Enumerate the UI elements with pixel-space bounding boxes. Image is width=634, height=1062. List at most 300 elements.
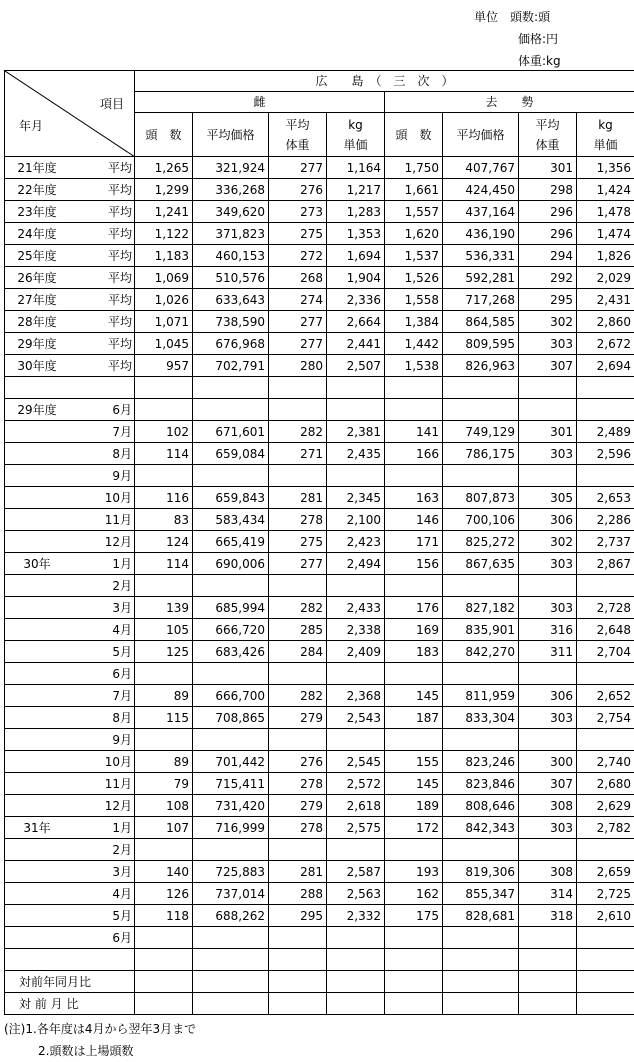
table-row — [5, 619, 634, 641]
row-label — [5, 817, 135, 839]
table-cell: 271 — [269, 443, 327, 465]
table-cell: 2,286 — [577, 509, 634, 531]
row-label — [5, 355, 135, 377]
table-cell: 827,182 — [443, 597, 519, 619]
row-year: 27年度 — [8, 291, 66, 309]
table-cell: 175 — [385, 905, 443, 927]
column-header: kg 単価 — [577, 113, 634, 157]
table-cell: 278 — [269, 773, 327, 795]
table-cell: 307 — [519, 773, 577, 795]
table-row — [5, 707, 634, 729]
table-cell: 282 — [269, 597, 327, 619]
table-cell: 306 — [519, 685, 577, 707]
table-row — [5, 377, 634, 399]
table-cell: 808,646 — [443, 795, 519, 817]
table-cell: 295 — [269, 905, 327, 927]
row-year: 26年度 — [8, 269, 66, 287]
table-cell — [577, 949, 634, 971]
table-cell: 2,545 — [327, 751, 385, 773]
table-cell: 1,164 — [327, 157, 385, 179]
table-cell: 272 — [269, 245, 327, 267]
table-cell: 1,478 — [577, 201, 634, 223]
table-cell — [269, 465, 327, 487]
row-label — [5, 949, 135, 971]
table-cell: 437,164 — [443, 201, 519, 223]
table-cell — [135, 949, 193, 971]
table-cell: 737,014 — [193, 883, 269, 905]
row-label — [5, 663, 135, 685]
table-row — [5, 553, 634, 575]
row-month: 1月 — [66, 555, 132, 573]
table-cell — [577, 575, 634, 597]
row-label — [5, 553, 135, 575]
row-month: 6月 — [66, 401, 132, 419]
table-cell: 749,129 — [443, 421, 519, 443]
table-cell: 2,563 — [327, 883, 385, 905]
table-cell: 193 — [385, 861, 443, 883]
table-cell: 666,720 — [193, 619, 269, 641]
table-cell — [443, 663, 519, 685]
row-label — [5, 927, 135, 949]
table-cell: 842,270 — [443, 641, 519, 663]
table-cell — [269, 971, 327, 993]
row-label — [5, 201, 135, 223]
table-cell: 1,557 — [385, 201, 443, 223]
row-label — [5, 465, 135, 487]
table-cell: 89 — [135, 685, 193, 707]
table-cell: 2,572 — [327, 773, 385, 795]
table-cell: 460,153 — [193, 245, 269, 267]
table-cell: 2,409 — [327, 641, 385, 663]
row-label — [5, 905, 135, 927]
table-cell: 311 — [519, 641, 577, 663]
table-cell — [519, 993, 577, 1015]
table-cell: 321,924 — [193, 157, 269, 179]
table-cell — [327, 839, 385, 861]
table-cell — [327, 575, 385, 597]
table-cell: 163 — [385, 487, 443, 509]
table-cell: 690,006 — [193, 553, 269, 575]
table-cell — [269, 839, 327, 861]
table-cell: 306 — [519, 509, 577, 531]
table-cell: 302 — [519, 311, 577, 333]
table-cell: 2,587 — [327, 861, 385, 883]
table-cell — [135, 575, 193, 597]
table-cell: 2,575 — [327, 817, 385, 839]
table-cell: 183 — [385, 641, 443, 663]
footer-row — [5, 993, 634, 1015]
row-year: 24年度 — [8, 225, 66, 243]
table-cell — [443, 729, 519, 751]
table-row — [5, 465, 634, 487]
row-month: 8月 — [66, 709, 132, 727]
row-month: 3月 — [66, 863, 132, 881]
table-cell — [135, 399, 193, 421]
table-row — [5, 333, 634, 355]
table-row — [5, 883, 634, 905]
row-label — [5, 179, 135, 201]
table-cell — [443, 465, 519, 487]
row-year: 28年度 — [8, 313, 66, 331]
column-header: kg 単価 — [327, 113, 385, 157]
table-cell: 825,272 — [443, 531, 519, 553]
table-cell: 1,537 — [385, 245, 443, 267]
table-cell: 277 — [269, 333, 327, 355]
table-cell: 301 — [519, 421, 577, 443]
note-line: 2.頭数は上場頭数 — [4, 1040, 196, 1062]
table-cell: 1,353 — [327, 223, 385, 245]
table-cell: 1,424 — [577, 179, 634, 201]
table-cell: 1,750 — [385, 157, 443, 179]
row-label — [5, 267, 135, 289]
table-cell — [385, 465, 443, 487]
table-cell — [193, 927, 269, 949]
table-row — [5, 861, 634, 883]
table-cell: 2,610 — [577, 905, 634, 927]
table-cell: 2,332 — [327, 905, 385, 927]
table-cell: 276 — [269, 179, 327, 201]
table-cell: 162 — [385, 883, 443, 905]
table-cell: 102 — [135, 421, 193, 443]
table-cell — [519, 971, 577, 993]
table-cell: 89 — [135, 751, 193, 773]
table-row — [5, 817, 634, 839]
table-cell: 303 — [519, 597, 577, 619]
table-cell: 303 — [519, 817, 577, 839]
table-row — [5, 641, 634, 663]
table-cell: 371,823 — [193, 223, 269, 245]
table-cell: 666,700 — [193, 685, 269, 707]
table-cell: 303 — [519, 553, 577, 575]
row-month: 2月 — [66, 577, 132, 595]
table-cell — [135, 729, 193, 751]
row-year: 29年度 — [8, 335, 66, 353]
row-month: 平均 — [66, 225, 132, 243]
price-table — [4, 70, 634, 1015]
table-row — [5, 201, 634, 223]
table-cell — [135, 971, 193, 993]
table-cell: 1,265 — [135, 157, 193, 179]
table-cell: 676,968 — [193, 333, 269, 355]
row-label — [5, 289, 135, 311]
table-cell: 665,419 — [193, 531, 269, 553]
row-month: 1月 — [66, 819, 132, 837]
table-cell — [327, 927, 385, 949]
column-header: 平均 体重 — [269, 113, 327, 157]
row-month: 7月 — [66, 423, 132, 441]
table-cell — [327, 377, 385, 399]
table-cell: 424,450 — [443, 179, 519, 201]
table-cell — [269, 949, 327, 971]
table-cell: 145 — [385, 773, 443, 795]
table-cell: 268 — [269, 267, 327, 289]
table-cell — [193, 839, 269, 861]
table-cell: 659,084 — [193, 443, 269, 465]
table-cell: 2,728 — [577, 597, 634, 619]
table-cell: 155 — [385, 751, 443, 773]
row-month: 7月 — [66, 687, 132, 705]
table-cell: 281 — [269, 861, 327, 883]
row-year: 23年度 — [8, 203, 66, 221]
table-cell — [519, 377, 577, 399]
table-cell: 2,618 — [327, 795, 385, 817]
table-cell: 536,331 — [443, 245, 519, 267]
table-row — [5, 949, 634, 971]
table-row — [5, 685, 634, 707]
table-cell: 2,704 — [577, 641, 634, 663]
table-cell — [577, 993, 634, 1015]
table-row — [5, 223, 634, 245]
table-cell — [519, 949, 577, 971]
row-month: 平均 — [66, 357, 132, 375]
table-cell — [385, 663, 443, 685]
table-cell: 833,304 — [443, 707, 519, 729]
table-cell — [135, 663, 193, 685]
table-cell: 2,782 — [577, 817, 634, 839]
table-cell — [327, 993, 385, 1015]
table-cell: 855,347 — [443, 883, 519, 905]
table-cell: 1,241 — [135, 201, 193, 223]
table-cell — [519, 663, 577, 685]
table-cell: 510,576 — [193, 267, 269, 289]
table-cell: 2,740 — [577, 751, 634, 773]
table-cell: 659,843 — [193, 487, 269, 509]
row-label — [5, 597, 135, 619]
table-cell: 275 — [269, 223, 327, 245]
table-cell — [135, 377, 193, 399]
row-month: 5月 — [66, 907, 132, 925]
table-cell: 146 — [385, 509, 443, 531]
header-corner — [5, 71, 135, 157]
row-label — [5, 399, 135, 421]
table-cell — [193, 993, 269, 1015]
row-month: 平均 — [66, 247, 132, 265]
table-cell: 276 — [269, 751, 327, 773]
table-cell: 835,901 — [443, 619, 519, 641]
column-header: 頭 数 — [385, 113, 443, 157]
table-cell: 1,026 — [135, 289, 193, 311]
row-month: 平均 — [66, 181, 132, 199]
table-cell: 823,846 — [443, 773, 519, 795]
table-cell: 303 — [519, 333, 577, 355]
table-cell — [327, 949, 385, 971]
table-cell: 436,190 — [443, 223, 519, 245]
row-label — [5, 729, 135, 751]
table-cell: 2,694 — [577, 355, 634, 377]
row-month: 6月 — [66, 929, 132, 947]
table-cell: 2,725 — [577, 883, 634, 905]
units-title: 単位 — [474, 10, 498, 24]
table-cell: 187 — [385, 707, 443, 729]
table-cell: 1,620 — [385, 223, 443, 245]
row-label — [5, 839, 135, 861]
table-cell: 274 — [269, 289, 327, 311]
row-month: 4月 — [66, 885, 132, 903]
row-month: 5月 — [66, 643, 132, 661]
notes — [4, 1018, 196, 1062]
table-cell — [193, 949, 269, 971]
table-cell — [385, 971, 443, 993]
table-cell: 105 — [135, 619, 193, 641]
table-cell: 1,069 — [135, 267, 193, 289]
table-cell — [577, 927, 634, 949]
table-cell: 2,659 — [577, 861, 634, 883]
table-cell: 1,356 — [577, 157, 634, 179]
table-cell: 318 — [519, 905, 577, 927]
table-cell: 2,368 — [327, 685, 385, 707]
table-cell — [193, 729, 269, 751]
table-cell: 688,262 — [193, 905, 269, 927]
row-year: 29年度 — [8, 401, 66, 419]
table-cell: 1,183 — [135, 245, 193, 267]
table-cell: 2,737 — [577, 531, 634, 553]
table-cell: 708,865 — [193, 707, 269, 729]
table-cell — [327, 729, 385, 751]
table-cell — [385, 993, 443, 1015]
table-cell: 2,648 — [577, 619, 634, 641]
row-month: 12月 — [66, 797, 132, 815]
table-cell: 407,767 — [443, 157, 519, 179]
table-cell — [443, 377, 519, 399]
table-cell — [193, 575, 269, 597]
table-cell — [269, 575, 327, 597]
table-cell: 633,643 — [193, 289, 269, 311]
column-header: 平均 体重 — [519, 113, 577, 157]
table-cell: 316 — [519, 619, 577, 641]
table-cell — [327, 663, 385, 685]
table-row — [5, 443, 634, 465]
table-cell: 2,543 — [327, 707, 385, 729]
table-row — [5, 575, 634, 597]
table-cell: 807,873 — [443, 487, 519, 509]
table-cell: 867,635 — [443, 553, 519, 575]
row-month: 平均 — [66, 269, 132, 287]
table-cell: 349,620 — [193, 201, 269, 223]
row-label — [5, 773, 135, 795]
table-cell: 583,434 — [193, 509, 269, 531]
table-cell: 1,904 — [327, 267, 385, 289]
item-label: 項目 — [100, 95, 124, 113]
diagonal-line — [5, 71, 135, 157]
table-cell — [443, 971, 519, 993]
table-cell: 145 — [385, 685, 443, 707]
table-row — [5, 245, 634, 267]
table-row — [5, 179, 634, 201]
table-row — [5, 509, 634, 531]
table-cell: 172 — [385, 817, 443, 839]
table-cell — [443, 839, 519, 861]
table-cell: 279 — [269, 795, 327, 817]
table-cell: 277 — [269, 157, 327, 179]
table-cell: 284 — [269, 641, 327, 663]
table-cell — [193, 971, 269, 993]
table-cell: 308 — [519, 861, 577, 883]
row-year: 31年 — [8, 819, 66, 837]
row-label — [5, 751, 135, 773]
table-cell: 715,411 — [193, 773, 269, 795]
row-month: 9月 — [66, 467, 132, 485]
table-cell — [519, 839, 577, 861]
table-row — [5, 663, 634, 685]
table-row — [5, 157, 634, 179]
row-year: 21年度 — [8, 159, 66, 177]
table-cell: 2,867 — [577, 553, 634, 575]
table-cell: 278 — [269, 509, 327, 531]
row-year: 22年度 — [8, 181, 66, 199]
row-label — [5, 707, 135, 729]
row-label — [5, 311, 135, 333]
table-cell: 282 — [269, 685, 327, 707]
row-month: 10月 — [66, 489, 132, 507]
row-label — [5, 861, 135, 883]
table-cell: 79 — [135, 773, 193, 795]
table-cell: 2,441 — [327, 333, 385, 355]
table-cell: 716,999 — [193, 817, 269, 839]
table-cell — [269, 377, 327, 399]
table-cell: 1,442 — [385, 333, 443, 355]
table-cell: 277 — [269, 553, 327, 575]
table-cell: 2,652 — [577, 685, 634, 707]
table-cell: 278 — [269, 817, 327, 839]
table-cell — [577, 465, 634, 487]
table-cell: 1,283 — [327, 201, 385, 223]
table-cell: 2,507 — [327, 355, 385, 377]
table-cell: 308 — [519, 795, 577, 817]
row-label — [5, 883, 135, 905]
units-line: 価格:円 — [518, 32, 558, 46]
table-cell: 292 — [519, 267, 577, 289]
table-cell — [443, 575, 519, 597]
table-cell — [269, 729, 327, 751]
table-cell — [269, 927, 327, 949]
table-cell: 279 — [269, 707, 327, 729]
row-label — [5, 377, 135, 399]
table-cell — [193, 663, 269, 685]
table-cell: 1,299 — [135, 179, 193, 201]
table-cell: 296 — [519, 201, 577, 223]
table-cell: 1,526 — [385, 267, 443, 289]
table-cell: 280 — [269, 355, 327, 377]
table-cell — [193, 399, 269, 421]
row-month: 平均 — [66, 291, 132, 309]
table-row — [5, 905, 634, 927]
row-month: 3月 — [66, 599, 132, 617]
table-cell — [577, 971, 634, 993]
table-cell: 171 — [385, 531, 443, 553]
table-cell: 2,423 — [327, 531, 385, 553]
table-cell: 2,680 — [577, 773, 634, 795]
table-cell — [269, 993, 327, 1015]
table-cell: 683,426 — [193, 641, 269, 663]
row-label — [5, 443, 135, 465]
table-cell: 303 — [519, 443, 577, 465]
row-month: 平均 — [66, 313, 132, 331]
row-label — [5, 487, 135, 509]
table-cell: 141 — [385, 421, 443, 443]
table-cell — [385, 927, 443, 949]
table-cell — [327, 399, 385, 421]
row-month: 4月 — [66, 621, 132, 639]
row-month: 2月 — [66, 841, 132, 859]
table-row — [5, 927, 634, 949]
table-cell: 116 — [135, 487, 193, 509]
table-cell — [519, 465, 577, 487]
table-cell — [269, 663, 327, 685]
row-label — [5, 795, 135, 817]
table-cell: 139 — [135, 597, 193, 619]
column-header: 平均価格 — [443, 113, 519, 157]
table-cell — [577, 377, 634, 399]
